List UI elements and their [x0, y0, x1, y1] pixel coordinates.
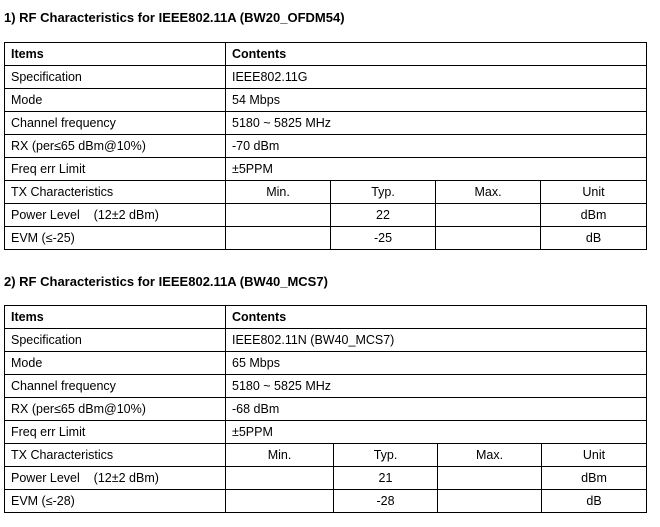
row-value: -68 dBm [226, 398, 647, 421]
rf-table-2 [4, 305, 647, 513]
row-value: 54 Mbps [226, 89, 647, 112]
tx-row-unit: dBm [541, 204, 647, 227]
tx-row-unit: dBm [542, 467, 647, 490]
row-label: RX (per≤65 dBm@10%) [5, 135, 226, 158]
row-value: 65 Mbps [226, 352, 647, 375]
tx-row-typ: -25 [331, 227, 436, 250]
row-value: IEEE802.11N (BW40_MCS7) [226, 329, 647, 352]
tx-row-unit: dB [542, 490, 647, 513]
row-label: Specification [5, 329, 226, 352]
table-row [5, 66, 647, 89]
tx-header-min: Min. [226, 181, 331, 204]
section-1-heading: 1) RF Characteristics for IEEE802.11A (BW20_OFDM54) [4, 10, 345, 25]
items-header: Items [5, 306, 226, 329]
table-row [5, 135, 647, 158]
tx-header-min: Min. [226, 444, 334, 467]
tx-row-typ: -28 [334, 490, 438, 513]
row-label: Channel frequency [5, 375, 226, 398]
row-value: ±5PPM [226, 158, 647, 181]
tx-row-max [438, 490, 542, 513]
contents-header: Contents [226, 306, 647, 329]
tx-row-min [226, 467, 334, 490]
tx-row-min [226, 227, 331, 250]
table-row [5, 398, 647, 421]
tx-row-label: Power Level (12±2 dBm) [5, 204, 226, 227]
row-value: IEEE802.11G [226, 66, 647, 89]
tx-row-typ: 22 [331, 204, 436, 227]
tx-row [5, 227, 647, 250]
table-row [5, 158, 647, 181]
row-label: Channel frequency [5, 112, 226, 135]
row-label: Specification [5, 66, 226, 89]
table-row [5, 329, 647, 352]
tx-header-max: Max. [436, 181, 541, 204]
row-value: 5180 ~ 5825 MHz [226, 112, 647, 135]
items-header: Items [5, 43, 226, 66]
tx-row-min [226, 490, 334, 513]
tx-row-unit: dB [541, 227, 647, 250]
tx-row-max [436, 227, 541, 250]
table-row [5, 352, 647, 375]
tx-row-max [438, 467, 542, 490]
table-row [5, 375, 647, 398]
table-row [5, 89, 647, 112]
tx-row [5, 467, 647, 490]
row-label: Mode [5, 89, 226, 112]
tx-header-typ: Typ. [334, 444, 438, 467]
table-header-row [5, 43, 647, 66]
tx-row-min [226, 204, 331, 227]
tx-header-unit: Unit [542, 444, 647, 467]
row-value: -70 dBm [226, 135, 647, 158]
section-2-heading: 2) RF Characteristics for IEEE802.11A (BW40_MCS7) [4, 274, 328, 289]
table-row [5, 421, 647, 444]
row-label: Freq err Limit [5, 421, 226, 444]
tx-row [5, 490, 647, 513]
tx-row-label: Power Level (12±2 dBm) [5, 467, 226, 490]
row-value: ±5PPM [226, 421, 647, 444]
tx-header-label: TX Characteristics [5, 444, 226, 467]
tx-row-typ: 21 [334, 467, 438, 490]
table-header-row [5, 306, 647, 329]
tx-header-row [5, 444, 647, 467]
tx-header-unit: Unit [541, 181, 647, 204]
row-label: Freq err Limit [5, 158, 226, 181]
row-label: RX (per≤65 dBm@10%) [5, 398, 226, 421]
tx-header-max: Max. [438, 444, 542, 467]
tx-row-label: EVM (≤-25) [5, 227, 226, 250]
tx-header-typ: Typ. [331, 181, 436, 204]
tx-row-label: EVM (≤-28) [5, 490, 226, 513]
tx-header-label: TX Characteristics [5, 181, 226, 204]
contents-header: Contents [226, 43, 647, 66]
tx-row-max [436, 204, 541, 227]
row-value: 5180 ~ 5825 MHz [226, 375, 647, 398]
tx-row [5, 204, 647, 227]
tx-header-row [5, 181, 647, 204]
rf-table-1 [4, 42, 647, 250]
row-label: Mode [5, 352, 226, 375]
table-row [5, 112, 647, 135]
